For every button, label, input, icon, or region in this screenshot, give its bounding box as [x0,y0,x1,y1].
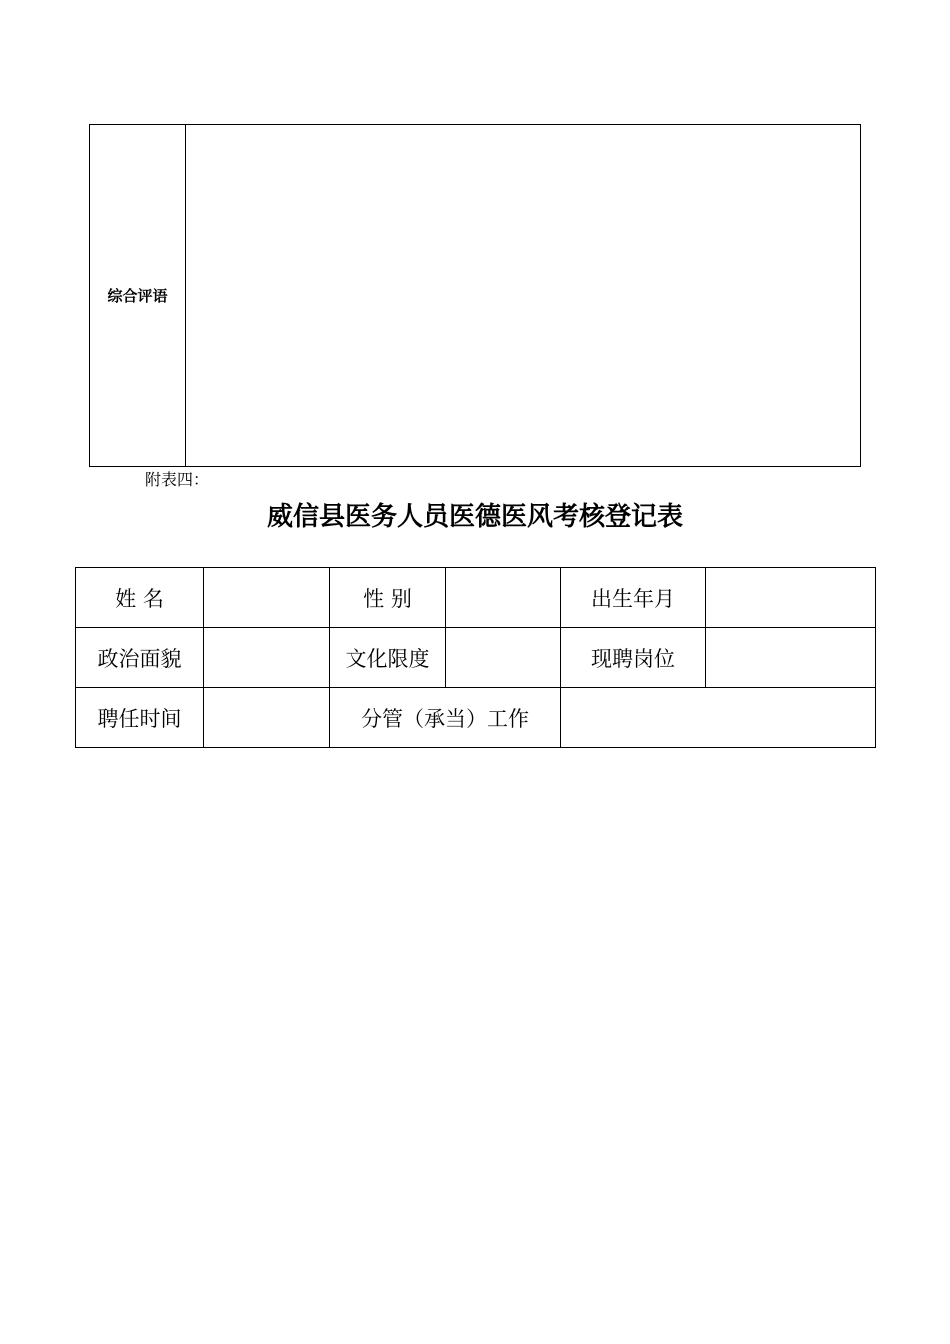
table-row [76,628,876,688]
table-row [76,688,876,748]
assigned-duty-label: 分管（承当）工作 [330,688,561,748]
current-position-value-cell[interactable] [706,628,876,688]
birth-date-label: 出生年月 [561,568,706,628]
current-position-label: 现聘岗位 [561,628,706,688]
gender-label: 性 别 [330,568,446,628]
table-row [76,568,876,628]
education-value-cell[interactable] [446,628,561,688]
evaluation-label: 综合评语 [90,125,186,467]
registration-table [75,567,876,748]
political-status-label: 政治面貌 [76,628,204,688]
form-title: 威信县医务人员医德医风考核登记表 [266,502,683,532]
name-label: 姓 名 [76,568,204,628]
name-value-cell[interactable] [204,568,330,628]
gender-value-cell[interactable] [446,568,561,628]
assigned-duty-value-cell[interactable] [561,688,876,748]
annex-label: 附表四： [145,470,210,489]
appointment-time-label: 聘任时间 [76,688,204,748]
political-status-value-cell[interactable] [204,628,330,688]
education-label: 文化限度 [330,628,446,688]
evaluation-content-cell[interactable] [186,125,861,467]
appointment-time-value-cell[interactable] [204,688,330,748]
evaluation-table [89,124,861,467]
birth-date-value-cell[interactable] [706,568,876,628]
